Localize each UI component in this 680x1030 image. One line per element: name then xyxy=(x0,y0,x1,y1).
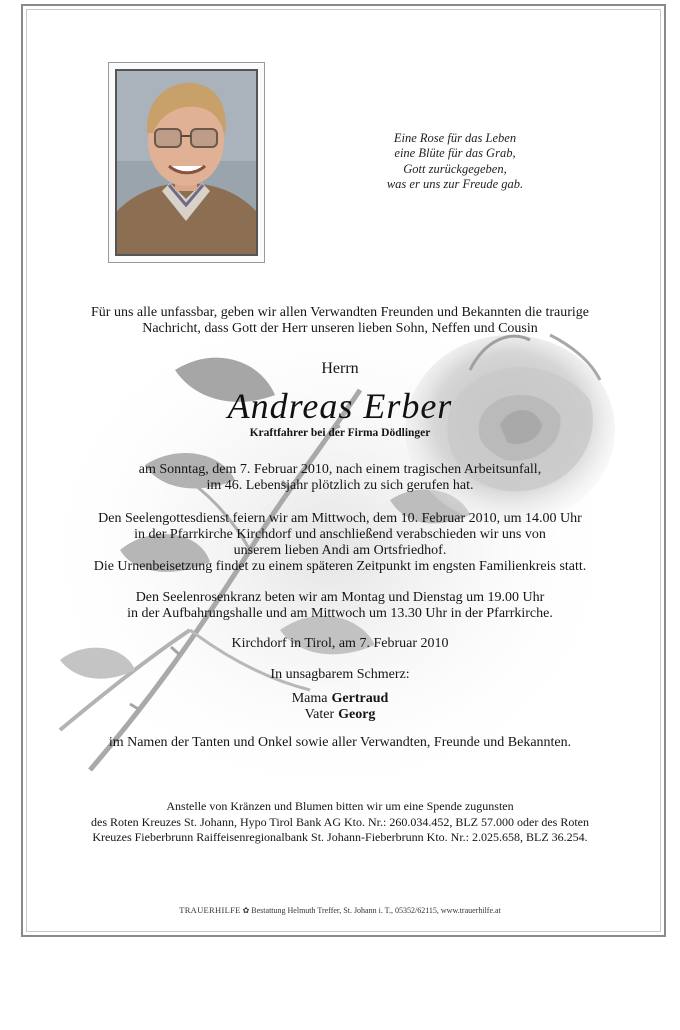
poem-line: eine Blüte für das Grab, xyxy=(394,146,516,161)
poem-line: Gott zurückgegeben, xyxy=(403,161,507,176)
family-member xyxy=(40,707,640,723)
intro-line: Nachricht, dass Gott der Herr unseren lieben Sohn, Neffen und Cousin xyxy=(142,321,538,336)
donation-line: des Roten Kreuzes St. Johann, Hypo Tirol Bank AG Kto. Nr.: 260.034.452, BLZ 57.000 oder des Roten xyxy=(91,814,589,829)
first-name: Andreas xyxy=(227,386,354,426)
memorial-poem xyxy=(350,131,560,193)
rosary-line: in der Aufbahrungshalle und am Mittwoch um 13.30 Uhr in der Pfarrkirche. xyxy=(127,606,553,621)
death-line: am Sonntag, dem 7. Februar 2010, nach einem tragischen Arbeitsunfall, xyxy=(138,462,542,477)
footer-brand: TRAUERHILFE xyxy=(179,905,241,915)
death-notice xyxy=(40,462,640,494)
family-list xyxy=(40,691,640,723)
deceased-name xyxy=(40,386,640,426)
family-member-name: Gertraud xyxy=(331,691,389,706)
service-line: Die Urnenbeisetzung findet zu einem späteren Zeitpunkt im engsten Familienkreis statt. xyxy=(93,559,587,574)
family-member-name: Georg xyxy=(338,707,376,722)
salutation: Herrn xyxy=(321,360,359,377)
rosary-line: Den Seelenrosenkranz beten wir am Montag und Dienstag um 19.00 Uhr xyxy=(135,590,545,605)
undertaker-footer xyxy=(40,905,640,916)
service-line: Den Seelengottesdienst feiern wir am Mittwoch, dem 10. Februar 2010, um 14.00 Uhr xyxy=(98,511,582,526)
poem-line: Eine Rose für das Leben xyxy=(393,131,517,145)
relatives-line: im Namen der Tanten und Onkel sowie aller Verwandten, Freunde und Bekannten. xyxy=(108,735,572,750)
poem-line: was er uns zur Freude gab. xyxy=(386,177,524,192)
place-date: Kirchdorf in Tirol, am 7. Februar 2010 xyxy=(231,636,449,651)
death-line: im 46. Lebensjahr plötzlich zu sich gerufen hat. xyxy=(206,478,474,493)
portrait-photo xyxy=(115,69,258,256)
footer-details: Bestattung Helmuth Treffer, St. Johann i. T., 05352/62115, www.trauerhilfe.at xyxy=(251,906,501,915)
donation-request xyxy=(40,799,640,846)
rosary-info xyxy=(40,590,640,622)
announcement-intro xyxy=(40,305,640,337)
family-relation: Mama xyxy=(291,691,328,706)
occupation: Kraftfahrer bei der Firma Dödlinger xyxy=(249,427,431,439)
grief-line: In unsagbarem Schmerz: xyxy=(270,667,410,682)
donation-line: Kreuzes Fieberbrunn Raiffeisenregionalbank St. Johann-Fieberbrunn Kto. Nr.: 2.025.658, BLZ 36.254. xyxy=(92,830,588,844)
leaf-icon: ✿ xyxy=(242,906,250,915)
family-relation: Vater xyxy=(304,707,335,722)
service-line: unserem lieben Andi am Ortsfriedhof. xyxy=(233,543,447,558)
last-name: Erber xyxy=(363,386,453,426)
family-member xyxy=(40,691,640,707)
service-line: in der Pfarrkirche Kirchdorf und anschließend verabschieden wir uns von xyxy=(134,527,546,542)
portrait-mat xyxy=(108,62,265,263)
intro-line: Für uns alle unfassbar, geben wir allen Verwandten Freunden und Bekannten die traurige xyxy=(91,305,589,320)
portrait-illustration xyxy=(117,71,256,254)
donation-line: Anstelle von Kränzen und Blumen bitten wir um eine Spende zugunsten xyxy=(166,799,514,813)
funeral-service xyxy=(40,511,640,575)
